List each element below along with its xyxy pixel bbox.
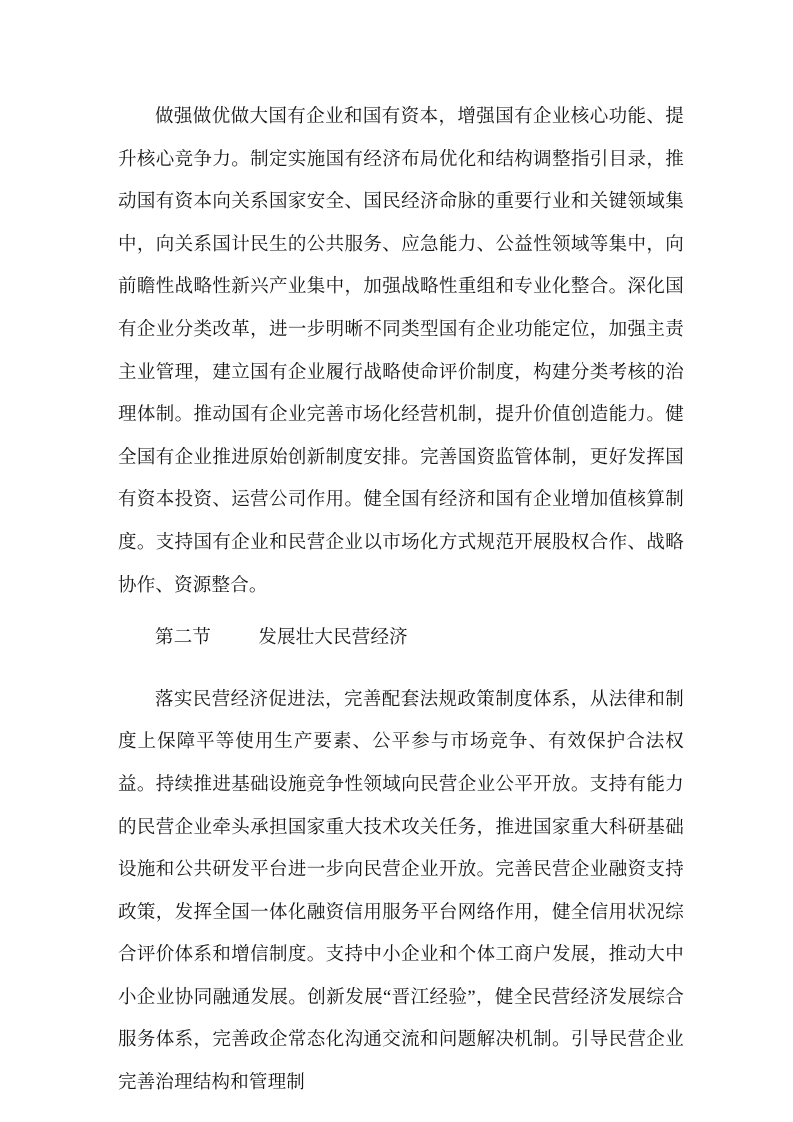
paragraph-private-economy: 落实民营经济促进法，完善配套法规政策制度体系，从法律和制度上保障平等使用生产要素、公平参与市场竞争、有效保护合法权益。持续推进基础设施竞争性领域向民营企业公平开放。支持有能力的民营企业牵头承担国家重大技术攻关任务，推进国家重大科研基础设施和公共研发平台进一步向民营企业开放。完善民营企业融资支持政策，发挥全国一体化融资信用服务平台网络作用，健全信用状况综合评价体系和增信制度。支持中小企业和个体工商户发展，推动大中小企业协同融通发展。创新发展“晋江经验”，健全民营经济发展综合服务体系，完善政企常态化沟通交流和问题解决机制。引导民营企业完善治理结构和管理制: [118, 689, 684, 1094]
section-heading: [118, 617, 684, 660]
section-heading-label: 第二节: [155, 628, 212, 649]
section-heading-title: 发展壮大民营经济: [258, 628, 408, 649]
paragraph-soe-reform: 做强做优做大国有企业和国有资本，增强国有企业核心功能、提升核心竞争力。制定实施国有经济布局优化和结构调整指引目录，推动国有资本向关系国家安全、国民经济命脉的重要行业和关键领域集中，向关系国计民生的公共服务、应急能力、公益性领域等集中，向前瞻性战略性新兴产业集中，加强战略性重组和专业化整合。深化国有企业分类改革，进一步明晰不同类型国有企业功能定位，加强主责主业管理，建立国有企业履行战略使命评价制度，构建分类考核的治理体制。推动国有企业完善市场化经营机制，提升价值创造能力。健全国有企业推进原始创新制度安排。完善国资监管体制，更好发挥国有资本投资、运营公司作用。健全国有经济和国有企业增加值核算制度。支持国有企业和民营企业以市场化方式规范开展股权合作、战略协作、资源整合。: [118, 107, 684, 596]
